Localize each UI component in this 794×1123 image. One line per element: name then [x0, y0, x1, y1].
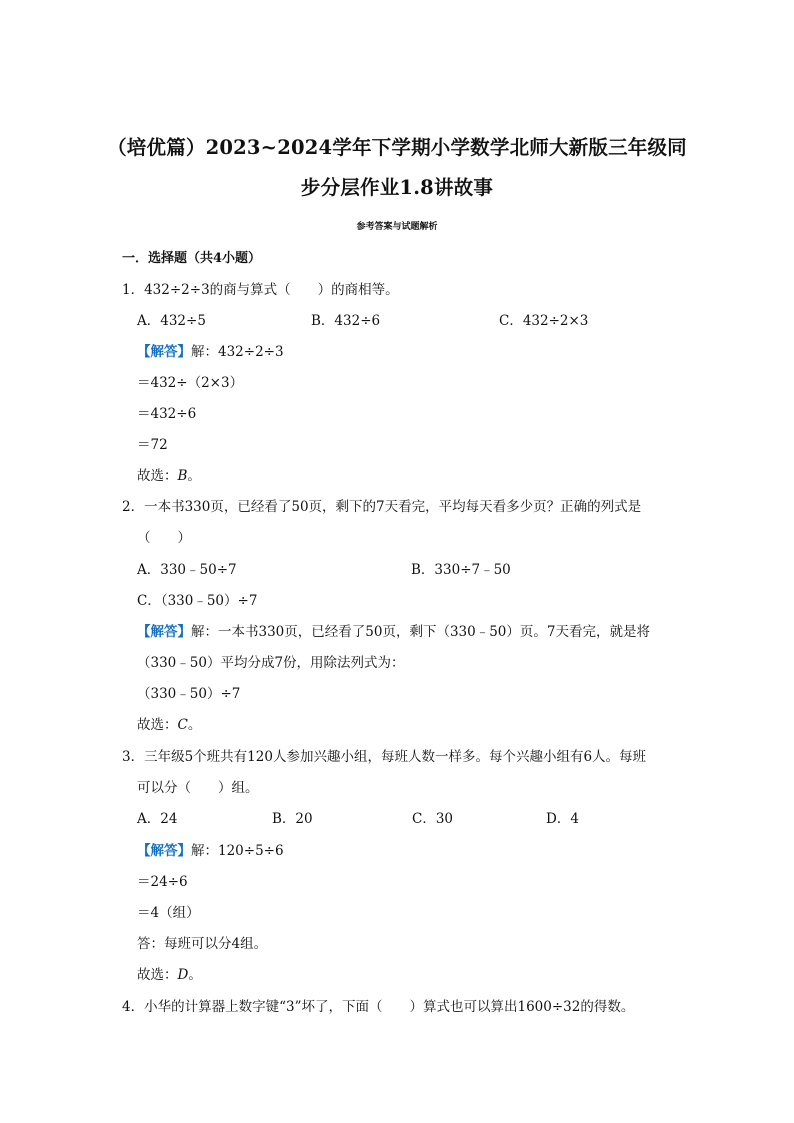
q1-option-c: C．432÷2×3	[499, 313, 589, 329]
q1-solution-line-4: ＝72	[137, 437, 168, 453]
q2-stem-line-1: 2．一本书330页，已经看了50页，剩下的7天看完，平均每天看多少页？正确的列式是	[122, 499, 642, 515]
q2-answer: 故选：C。	[137, 717, 202, 733]
q1-solution-line-3: ＝432÷6	[137, 406, 197, 422]
q3-option-a: A．24	[137, 811, 178, 827]
q2-stem-line-2: （ ）	[137, 530, 191, 546]
answer-tag: 【解答】	[137, 344, 191, 360]
q3-stem-line-2: 可以分（ ）组。	[137, 780, 259, 796]
q1-stem: 1．432÷2÷3的商与算式（ ）的商相等。	[122, 282, 399, 298]
q1-solution-line-2: ＝432÷（2×3）	[137, 375, 244, 391]
q2-solution-line-3: （330﹣50）÷7	[137, 686, 241, 702]
q3-option-d: D．4	[546, 811, 579, 827]
q3-stem-line-1: 3．三年级5个班共有120人参加兴趣小组，每班人数一样多。每个兴趣小组有6人。每班	[122, 749, 647, 765]
q1-option-b: B．432÷6	[311, 313, 381, 329]
q2-solution-line-2: （330﹣50）平均分成7份，用除法列式为：	[137, 655, 405, 671]
title-line-2: 步分层作业1.8讲故事	[300, 176, 494, 199]
q2-option-a: A．330﹣50÷7	[137, 562, 237, 578]
q2-solution-line-1: 【解答】解：一本书330页，已经看了50页，剩下（330﹣50）页。7天看完，就是将	[137, 624, 650, 640]
q3-solution-line-2: ＝24÷6	[137, 874, 188, 890]
q3-solution-line-1: 【解答】解：120÷5÷6	[137, 843, 284, 859]
q1-solution-line-1: 【解答】解：432÷2÷3	[137, 344, 284, 360]
q1-answer: 故选：B。	[137, 468, 201, 484]
answer-tag: 【解答】	[137, 624, 191, 640]
q3-solution-line-4: 答：每班可以分4组。	[137, 936, 268, 952]
q3-option-b: B．20	[272, 811, 313, 827]
q1-option-a: A．432÷5	[137, 313, 206, 329]
q3-option-c: C．30	[412, 811, 454, 827]
q3-answer: 故选：D。	[137, 967, 202, 983]
answer-tag: 【解答】	[137, 843, 191, 859]
q2-option-b: B．330÷7﹣50	[411, 562, 511, 578]
document-title	[100, 128, 694, 208]
q3-solution-line-3: ＝4（组）	[137, 905, 200, 921]
section-heading: 一．选择题（共4小题）	[122, 251, 262, 266]
q4-stem: 4．小华的计算器上数字键“3”坏了，下面（ ）算式也可以算出1600÷32的得数。	[122, 999, 635, 1015]
title-line-1: （培优篇）2023~2024学年下学期小学数学北师大新版三年级同	[107, 136, 687, 159]
subtitle: 参考答案与试题解析	[356, 222, 438, 232]
q2-option-c: C．（330﹣50）÷7	[137, 593, 258, 609]
